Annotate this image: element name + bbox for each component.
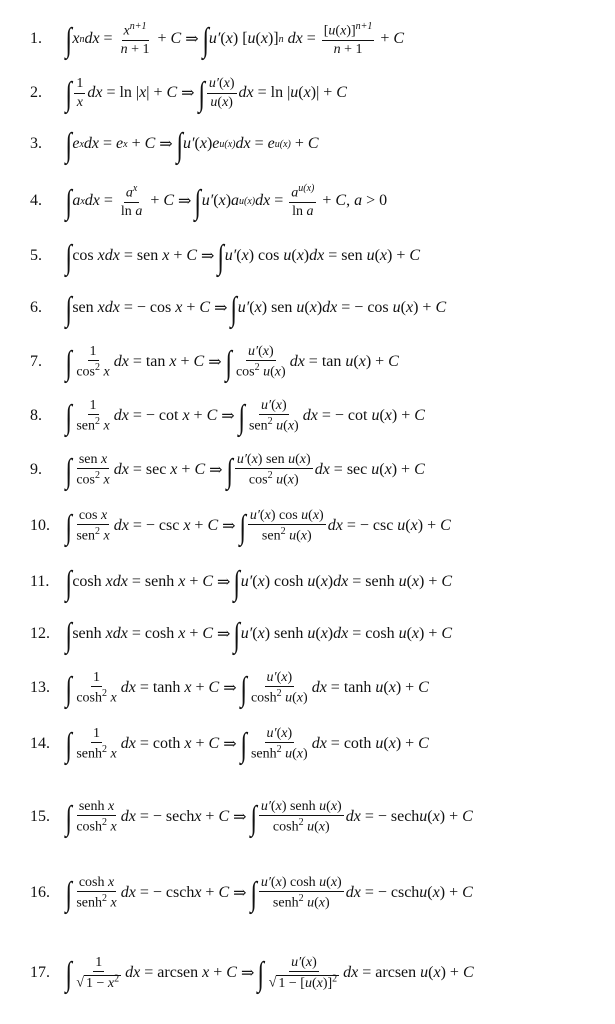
formula-number: 17.: [30, 964, 50, 981]
formula-row-12: [0, 614, 615, 654]
formula-row-17: [0, 944, 615, 1002]
formula-row-8: [0, 392, 615, 440]
formula-number: 16.: [30, 884, 50, 901]
formula-number: 15.: [30, 808, 50, 825]
formula-expression: ∫ $\frac{1}{senh^2 x}$ dx = coth x + C ⇒ ∫ $\frac{u'(x)}{senh^2 u(x)}$ dx = coth u ( x ) + C: [65, 725, 429, 764]
formula-number: 14.: [30, 735, 50, 752]
formula-expression: ∫ $\frac{1}{sen^2 x}$ dx = − cot x + C ⇒ ∫ $\frac{u'(x)}{sen^2 u(x)}$ dx = − cot u ( x ) + C: [65, 397, 425, 436]
formula-row-14: [0, 720, 615, 768]
formula-row-16: [0, 868, 615, 918]
formula-row-4: [0, 176, 615, 226]
formula-expression: ∫ $\frac{\text{cosh x}}{senh^2 x}$ dx = − csch x + C ⇒ ∫ $\frac{\text{u′(x) cosh u(x)}}{senh^2 u(x)}$ dx = − csch u ( x ) + C: [65, 874, 473, 913]
formula-row-5: [0, 236, 615, 276]
formula-number: 11.: [30, 573, 50, 590]
formula-expression: ∫ $\frac{1}{\cosh^2 x}$ dx = tanh x + C ⇒ ∫ $\frac{u'(x)}{\cosh^2 u(x)}$ dx = tanh u ( x ) + C: [65, 669, 429, 708]
formula-row-1: [0, 14, 615, 64]
formula-expression: ∫ $\frac{\text{sen x}}{\cos^2 x}$ dx = sec x + C ⇒ ∫ $\frac{\text{u′(x) sen u(x)}}{\cos^2 u(x)}$ dx = sec u ( x ) + C: [65, 451, 425, 490]
formula-expression: ∫ senh xdx = cosh x + C ⇒ ∫ u′ ( x ) senh u ( x ) dx = cosh u ( x ) + C: [65, 617, 453, 654]
formula-expression: ∫ $\frac{\text{cos x}}{sen^2 x}$ dx = − csc x + C ⇒ ∫ $\frac{\text{u′(x) cos u(x)}}{sen^2 u(x)}$ dx = − csc u ( x ) + C: [65, 507, 451, 546]
formula-expression: ∫ $\frac{\text{senh x}}{\cosh^2 x}$ dx = − sech x + C ⇒ ∫ $\frac{\text{u′(x) senh u(x)}}{\cosh^2 u(x)}$ dx = − sech u ( x ) + C: [65, 798, 473, 837]
formula-number: 7.: [30, 353, 42, 370]
formula-number: 1.: [30, 30, 42, 47]
formula-expression: ∫ $\frac{1}{√ 1 - x^2}$ dx = arcsen x + C ⇒ ∫ $\frac{u'(x)}{√ 1 - [u(x)]^2}$ dx = arcsen u ( x ) + C: [65, 954, 474, 993]
formula-number: 13.: [30, 679, 50, 696]
formula-number: 9.: [30, 461, 42, 478]
formula-number: 5.: [30, 247, 42, 264]
formula-expression: ∫ a x dx = $\frac{a^x}{\text{ln a}}$ + C ⇒ ∫ u′ ( x ) a u(x) dx = $\frac{a^{u(x)}}{\text{ln a}}$ + C , a > 0: [65, 182, 388, 221]
formula-row-6: [0, 288, 615, 328]
formula-number: 10.: [30, 517, 50, 534]
formula-number: 12.: [30, 625, 50, 642]
formula-row-15: [0, 792, 615, 842]
formula-number: 2.: [30, 84, 42, 101]
formula-expression: ∫ $\frac{1}{x}$ dx = ln | x | + C ⇒ ∫ $\frac{u'(x)}{u(x)}$ dx = ln | u ( x )| + C: [65, 76, 347, 113]
formula-expression: ∫ $\frac{1}{\cos^2 x}$ dx = tan x + C ⇒ ∫ $\frac{u'(x)}{\cos^2 u(x)}$ dx = tan u ( x ) + C: [65, 343, 399, 382]
formula-number: 8.: [30, 407, 42, 424]
formula-expression: ∫ cosh xdx = senh x + C ⇒ ∫ u′ ( x ) cosh u ( x ) dx = senh u ( x ) + C: [65, 565, 453, 602]
formula-number: 3.: [30, 135, 42, 152]
formula-expression: ∫ sen xdx = − cos x + C ⇒ ∫ u′ ( x ) sen u ( x ) dx = − cos u ( x ) + C: [65, 291, 447, 328]
formula-number: 6.: [30, 299, 42, 316]
formula-expression: ∫ e x dx = e x + C ⇒ ∫ u′ ( x ) e u(x) dx = e u(x) + C: [65, 127, 319, 164]
formula-row-7: [0, 338, 615, 386]
formula-row-2: [0, 70, 615, 116]
formula-expression: ∫ cos xdx = sen x + C ⇒ ∫ u′ ( x ) cos u ( x ) dx = sen u ( x ) + C: [65, 239, 421, 276]
formula-number: 4.: [30, 192, 42, 209]
formula-row-13: [0, 664, 615, 712]
formula-row-10: [0, 502, 615, 550]
formula-expression: ∫ x n dx = $\frac{x^{n+1}}{n + 1}$ + C ⇒ ∫ u′ ( x ) [ u ( x )] n dx = $\frac{[u(x)]^{n+1}}{n + 1}$ + C: [65, 20, 405, 59]
formula-row-9: [0, 446, 615, 494]
formula-row-3: [0, 124, 615, 164]
formula-row-11: [0, 562, 615, 602]
